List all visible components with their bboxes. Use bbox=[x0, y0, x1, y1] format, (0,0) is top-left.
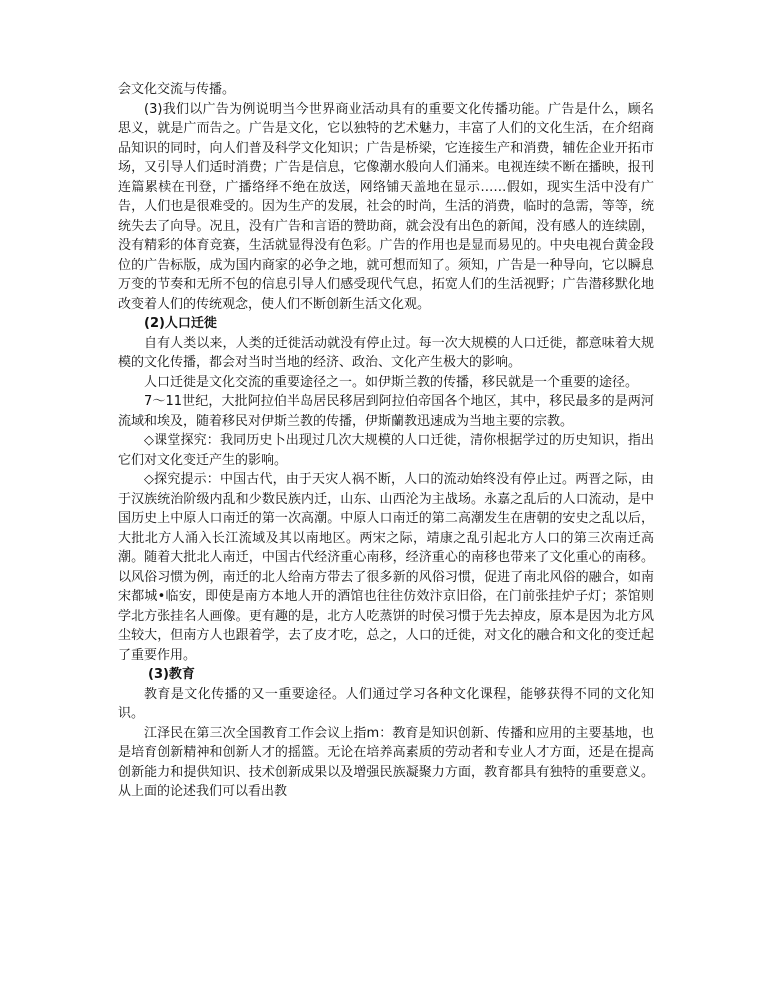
paragraph-migration-route: 人口迁徙是文化交流的重要途径之一。如伊斯兰教的传播，移民就是一个重要的途径。 bbox=[144, 374, 639, 390]
paragraph-inquiry-hint: ◇探究提示：中国古代，由于天灾人祸不断，人口的流动始终没有停止过。两晋之际，由于汉族统治阶级内乱和少数民族内迁，山东、山西沦为主战场。永嘉之乱后的人口流动，是中国历史上中原人口南迁的第一次高潮。中原人口南迁的第二高潮发生在唐朝的安史之乱以后，大批北方人涌入长江流域及其以南地区。两宋之际，靖康之乱引起北方人口的第三次南迁高潮。随着大批北人南迁，中国古代经济重心南移，经济重心的南移也带来了文化重心的南移。以风俗习惯为例，南迁的北人给南方带去了很多新的风俗习惯，促进了南北风俗的融合，如南宋都城•临安，即使是南方本地人开的酒馆也往往仿效汴京旧俗，在门前张挂炉子灯；茶馆则学北方张挂名人画像。更有趣的是，北方人吃蒸饼的时侯习惯于先去掉皮，原本是因为北方风尘较大，但南方人也跟着学，去了皮才吃，总之，人口的迁徙，对文化的融合和文化的变迁起了重要作用。 bbox=[118, 472, 654, 663]
paragraph-migration-intro: 自有人类以来，人类的迁徙活动就没有停止过。每一次大规模的人口迁徙，都意味着大规模的文化传播，都会对当时当地的经济、政治、文化产生极大的影响。 bbox=[118, 335, 654, 370]
paragraph-class-inquiry: ◇课堂探究：我同历史卜出现过几次大规模的人口迁徙，清你根据学过的历史知识，指出它们对文化变迁产生的影响。 bbox=[118, 433, 654, 468]
paragraph-education-intro: 教育是文化传播的又一重要途径。人们通过学习各种文化课程，能够获得不同的文化知识。 bbox=[118, 686, 654, 721]
paragraph-continuation: 会文化交流与传播。 bbox=[118, 82, 236, 97]
section-heading-migration: (2)人口迁徙 bbox=[144, 316, 217, 331]
document-page bbox=[118, 80, 654, 802]
section-heading-education: (3)教育 bbox=[148, 667, 195, 682]
paragraph-education-quote: 江泽民在第三次全国教育工作会议上指m：教育是知识创新、传播和应用的主要基地，也是培育创新精神和创新人才的摇篮。无论在培养高素质的劳动者和专业人才方面，还是在提高创新能力和提供知识、技术创新成果以及增强民族凝聚力方面，教育都具有独特的重要意义。从上面的论述我们可以看出教 bbox=[118, 725, 654, 799]
paragraph-advertising: (3)我们以广告为例说明当今世界商业活动具有的重要文化传播功能。广告是什么，顾名思义，就是广而告之。广告是文化，它以独特的艺术魅力，丰富了人们的文化生活，在介绍商品知识的同时，向人们普及科学文化知识；广告是桥梁，它连接生产和消费，辅佐企业开拓市场，又引导人们适时消费；广告是信息，它像潮水般向人们涌来。电视连续不断在播映，报刊连篇累椟在刊登，广播络绎不绝在放送，网络铺天盖地在显示……假如，现实生活中没有广告，人们也是很难受的。因为生产的发展，社会的时尚，生活的消费，临时的急需，等等，统统失去了向导。况且，没有广告和言语的赞助商，就会没有出色的新闻，没有感人的连续剧，没有精彩的体育竞赛，生活就显得没有色彩。广告的作用也是显而易见的。中央电视台黄金段位的广告标版，成为国内商家的必争之地，就可想而知了。须知，广告是一种导向，它以瞬息万变的节奏和无所不包的信息引导人们感受现代气息，拓宽人们的生活视野；广告潜移默化地改变着人们的传统观念，使人们不断创新生活文化观。 bbox=[118, 101, 654, 312]
paragraph-islam-spread: 7～11世纪，大批阿拉伯半岛居民移居到阿拉伯帝国各个地区，其中，移民最多的是两河流域和埃及，随着移民对伊斯兰教的传播，伊斯蘭教迅速成为当地主要的宗教。 bbox=[118, 394, 654, 429]
